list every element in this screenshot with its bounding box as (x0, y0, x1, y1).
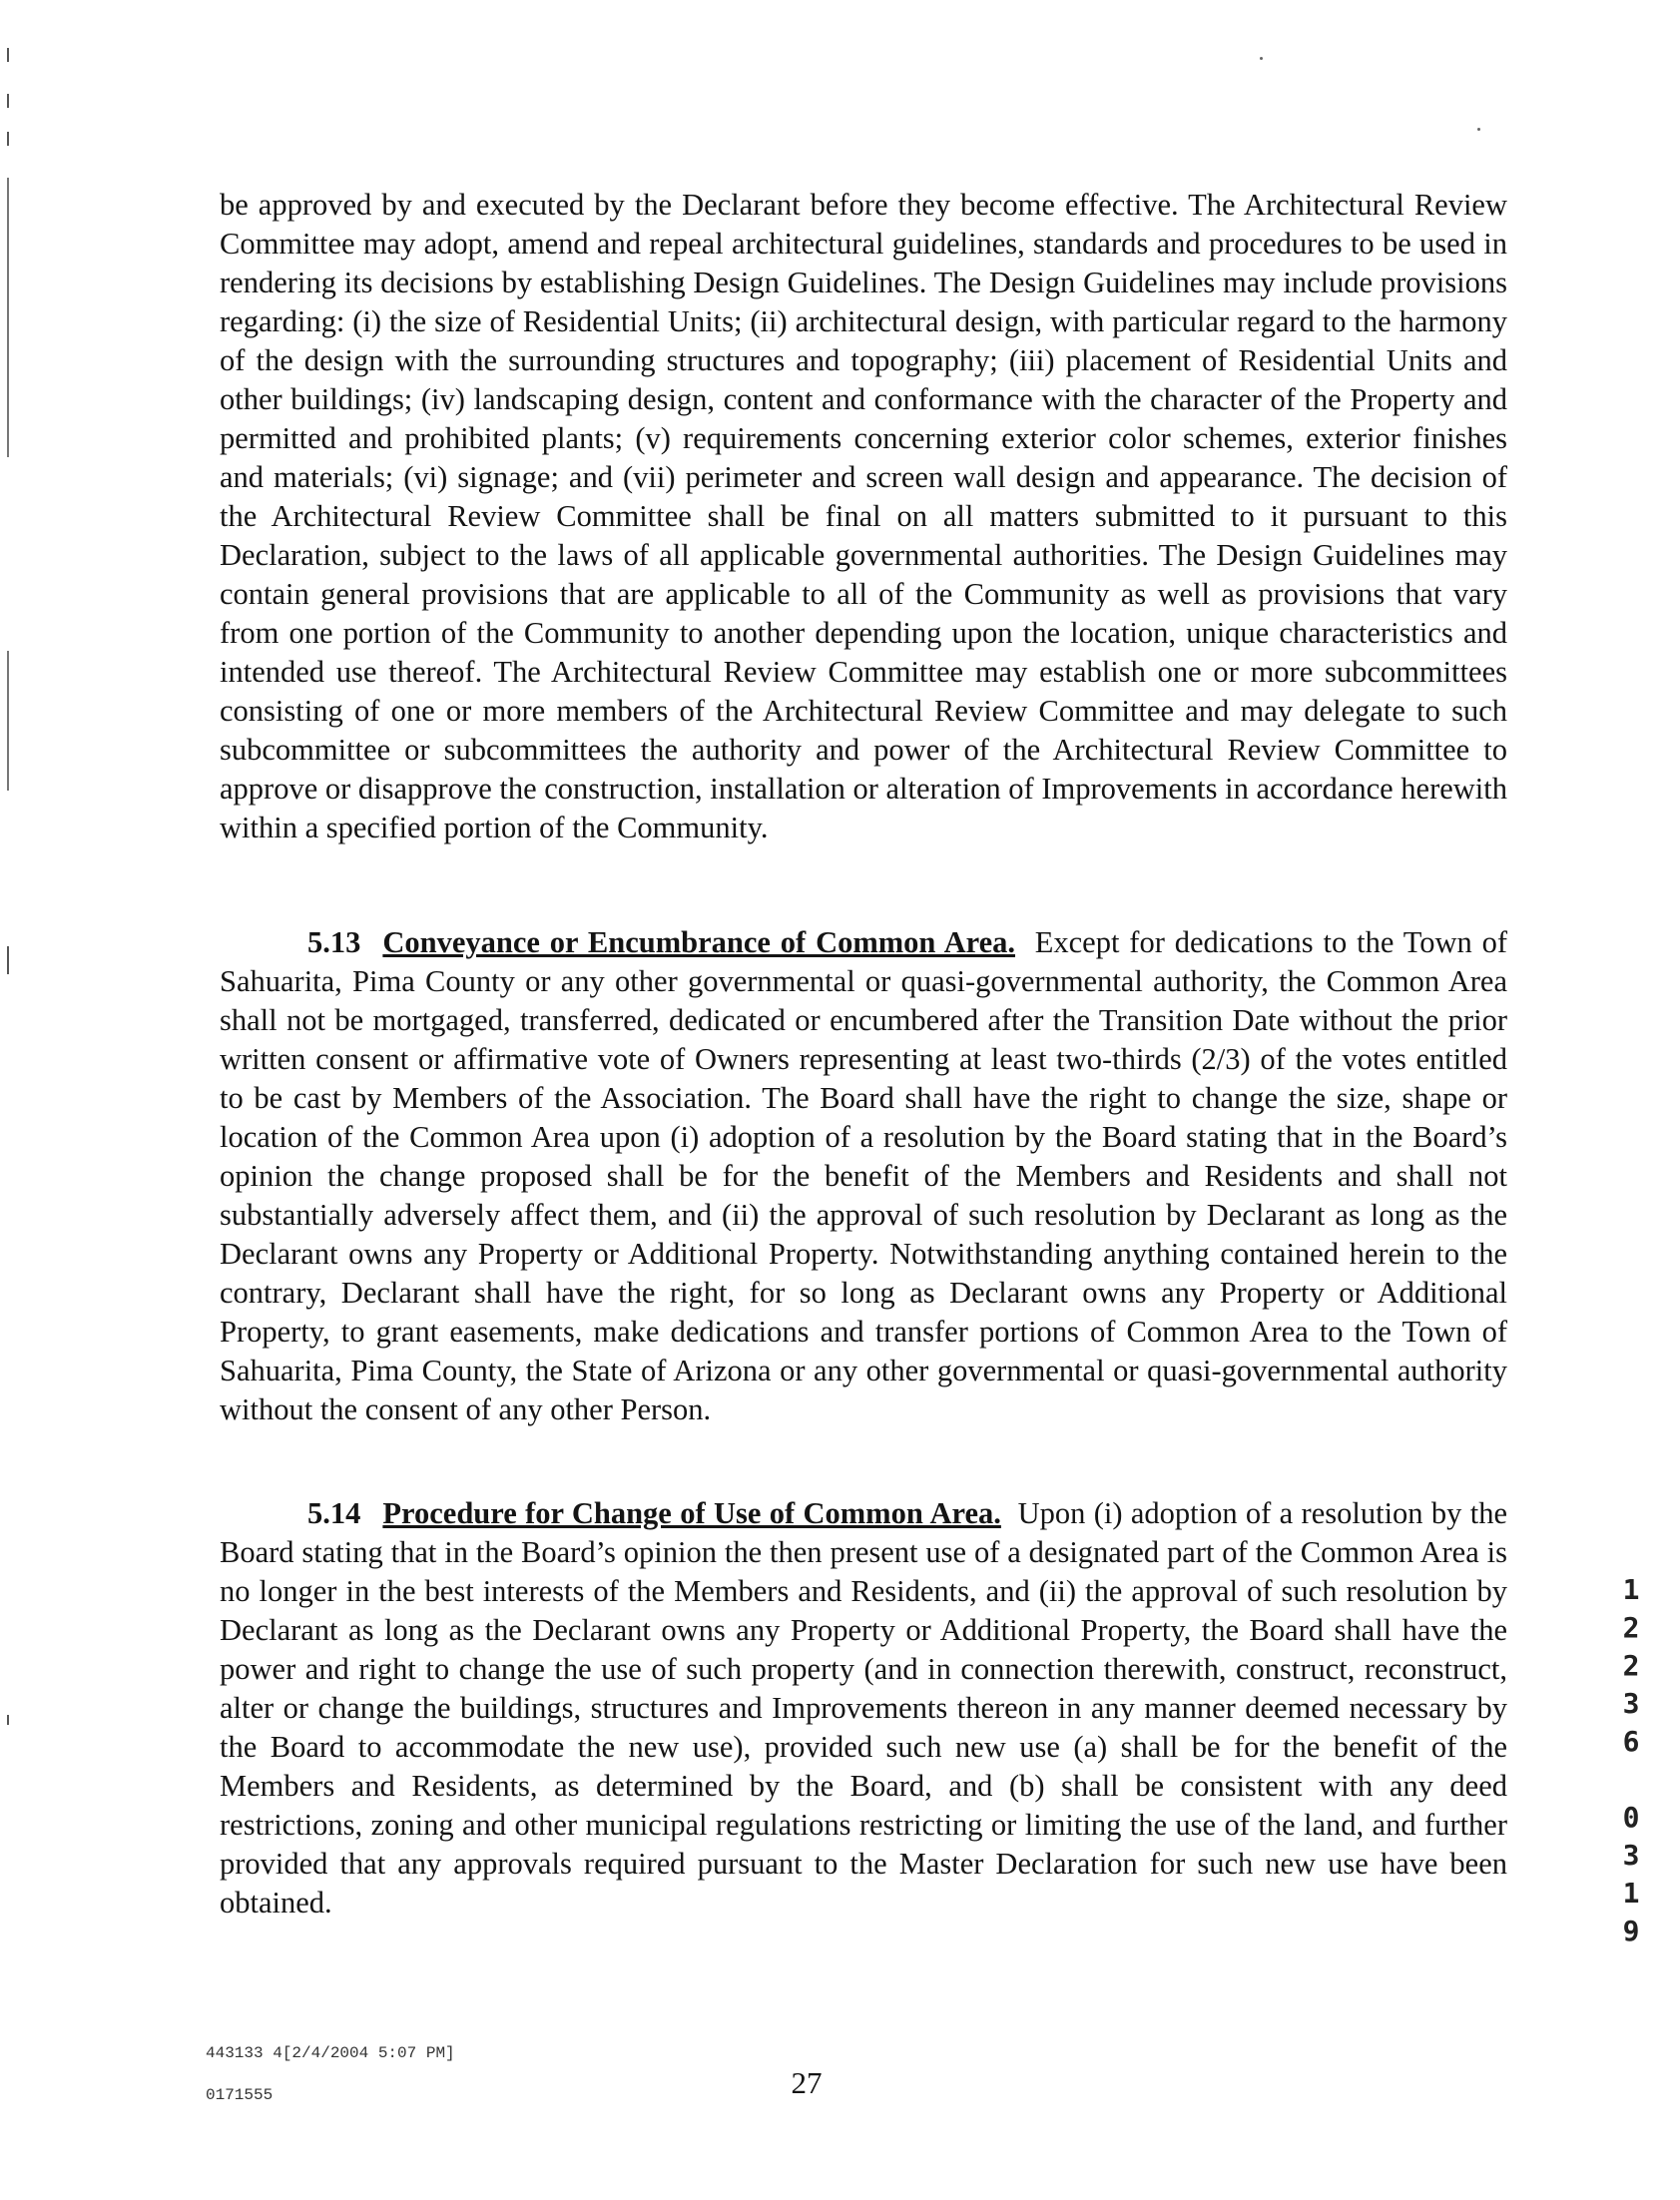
recording-digit: 0 (1622, 1801, 1640, 1834)
scan-mark (7, 132, 9, 146)
section-5-14 (220, 1494, 1507, 1923)
scan-mark (7, 48, 9, 62)
page-number: 27 (791, 2065, 823, 2100)
footer-doc-number: 0171555 (206, 2086, 274, 2104)
scan-mark (7, 178, 9, 457)
recording-gap (1611, 1761, 1651, 1799)
recording-digit: 3 (1622, 1687, 1640, 1720)
section-body: Upon (i) adoption of a resolution by the Board stating that in the Board’s opinion the then present use of a designated part of the Common Area is no longer in the best interests of the Members and Residents, and (ii) the approval of such resolution by Declarant as long as the Declarant owns any Property or Additional Property, the Board shall have the power and right to change the use of such property (and in connection therewith, construct, reconstruct, alter or change the buildings, structures and Improvements thereon in any manner deemed necessary by the Board to accommodate the new use), provided such new use (a) shall be for the benefit of the Members and Residents, as determined by the Board, and (b) shall be consistent with any deed restrictions, zoning and other municipal regulations restricting or limiting the use of the land, and further provided that any approvals required pursuant to the Master Declaration for such new use have been obtained. (220, 1496, 1507, 1920)
scan-dot (1260, 57, 1263, 60)
footer-doc-ref: 443133 4[2/4/2004 5:07 PM] (206, 2044, 455, 2062)
recording-digit: 2 (1622, 1649, 1640, 1682)
section-title: Procedure for Change of Use of Common Area. (382, 1496, 1001, 1530)
scan-mark (7, 946, 9, 974)
section-number: 5.14 (307, 1496, 361, 1530)
section-title: Conveyance or Encumbrance of Common Area. (382, 925, 1015, 959)
scan-mark (7, 1715, 9, 1725)
recording-digit: 6 (1622, 1725, 1640, 1758)
recording-digit: 1 (1622, 1573, 1640, 1606)
section-5-13 (220, 923, 1507, 1429)
section-body: Except for dedications to the Town of Sahuarita, Pima County or any other governmental or quasi-governmental authority, the Common Area shall not be mortgaged, transferred, dedicated or encumbered after the Transition Date without the prior written consent or affirmative vote of Owners representing at least two-thirds (2/3) of the votes entitled to be cast by Members of the Association. The Board shall have the right to change the size, shape or location of the Common Area upon (i) adoption of a resolution by the Board stating that in the Board’s opinion the change proposed shall be for the benefit of the Members and Residents and shall not substantially adversely affect them, and (ii) the approval of such resolution by Declarant as long as the Declarant owns any Property or Additional Property. Notwithstanding anything contained herein to the contrary, Declarant shall have the right, for so long as Declarant owns any Property or Additional Property, to grant easements, make dedications and transfer portions of Common Area to the Town of Sahuarita, Pima County, the State of Arizona or any other governmental or quasi-governmental authority without the consent of any other Person. (220, 925, 1507, 1426)
recording-digit: 2 (1622, 1611, 1640, 1644)
recording-digit: 9 (1622, 1915, 1640, 1947)
paragraph-intro: be approved by and executed by the Declarant before they become effective. The Architectural Review Committee may adopt, amend and repeal architectural guidelines, standards and procedures to be used in rendering its decisions by establishing Design Guidelines. The Design Guidelines may include provisions regarding: (i) the size of Residential Units; (ii) architectural design, with particular regard to the harmony of the design with the surrounding structures and topography; (iii) placement of Residential Units and other buildings; (iv) landscaping design, content and conformance with the character of the Property and permitted and prohibited plants; (v) requirements concerning exterior color schemes, exterior finishes and materials; (vi) signage; and (vii) perimeter and screen wall design and appearance. The decision of the Architectural Review Committee shall be final on all matters submitted to it pursuant to this Declaration, subject to the laws of all applicable governmental authorities. The Design Guidelines may contain general provisions that are applicable to all of the Community as well as provisions that vary from one portion of the Community to another depending upon the location, unique characteristics and intended use thereof. The Architectural Review Committee may establish one or more subcommittees consisting of one or more members of the Architectural Review Committee and may delegate to such subcommittee or subcommittees the authority and power of the Architectural Review Committee to approve or disapprove the construction, installation or alteration of Improvements in accordance herewith within a specified portion of the Community. (220, 188, 1507, 844)
scan-dot (1477, 128, 1480, 131)
scan-mark (7, 94, 9, 108)
scan-mark (7, 651, 9, 791)
recording-digit: 3 (1622, 1839, 1640, 1872)
section-number: 5.13 (307, 925, 361, 959)
recording-digit: 1 (1622, 1877, 1640, 1910)
recording-number (1611, 1571, 1651, 1950)
